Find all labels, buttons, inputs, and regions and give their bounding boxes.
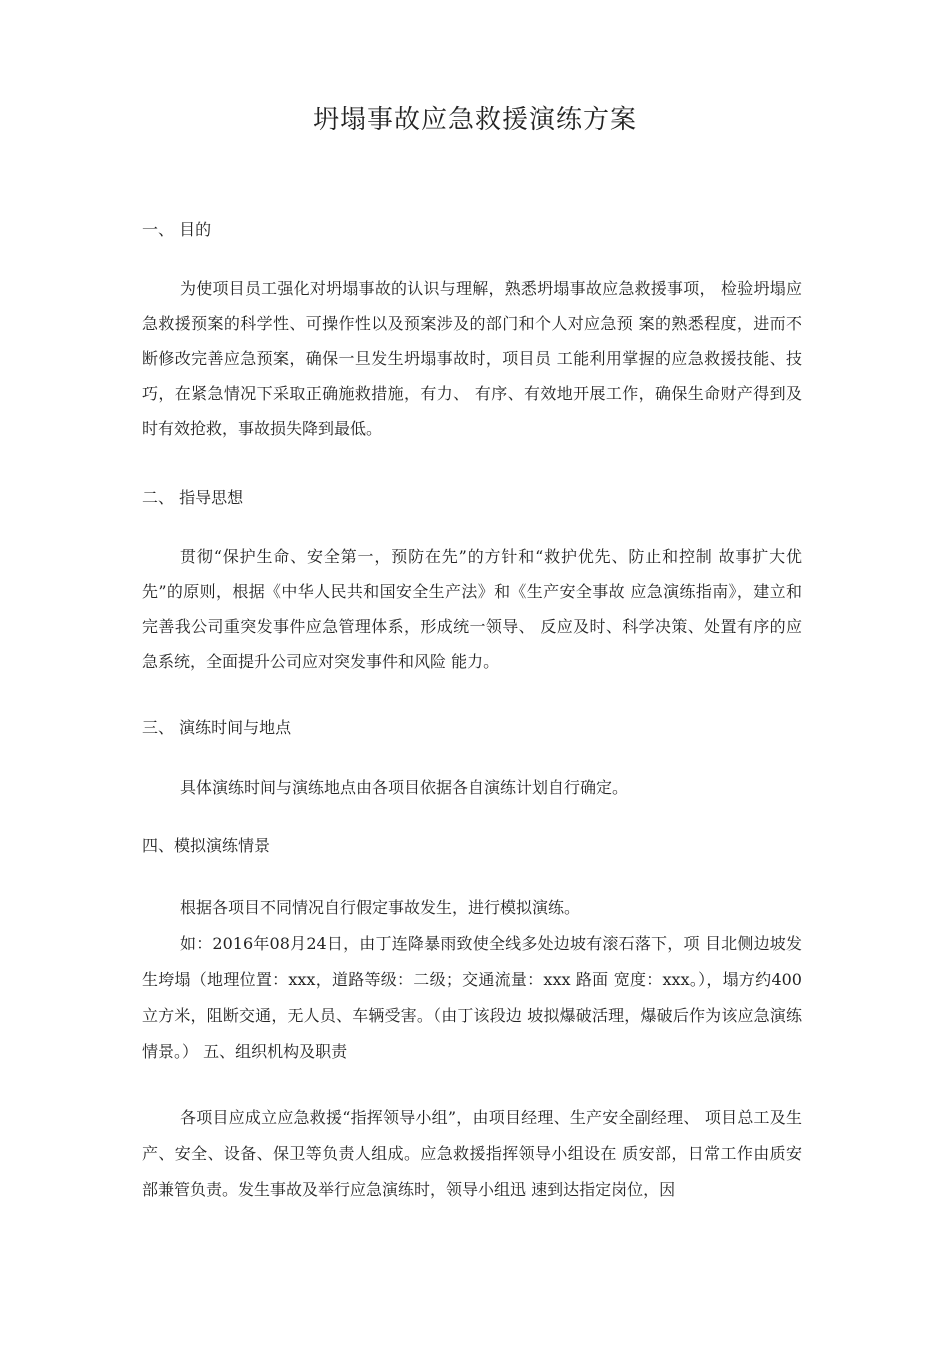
paragraph-purpose: 为使项目员工强化对坍塌事故的认识与理解，熟悉坍塌事故应急救援事项， 检验坍塌应急救援预案的科学性、可操作性以及预案涉及的部门和个人对应急预 案的熟悉程度，进而不断修改完善应急预案，确保一旦发生坍塌事故时，项目员 工能利用掌握的应急救援技能、技巧，在紧急情况下采取正确施救措施，有力、 有序、有效地开展工作，确保生命财产得到及时有效抢救，事故损失降到最低。 [142,279,802,438]
section-heading-purpose: 一、 目的 [142,220,212,239]
paragraph-scenario-intro: 根据各项目不同情况自行假定事故发生，进行模拟演练。 [180,898,581,917]
document-title: 坍塌事故应急救援演练方案 [312,105,637,135]
section-heading-guiding-idea: 二、 指导思想 [142,488,244,507]
paragraph-organization: 各项目应成立应急救援“指挥领导小组”，由项目经理、生产安全副经理、 项目总工及生产、安全、设备、保卫等负责人组成。应急救援指挥领导小组设在 质安部，日常工作由质安部兼管负责。发生事故及举行应急演练时，领导小组迅 速到达指定岗位，因 [142,1108,802,1199]
paragraph-time-place: 具体演练时间与演练地点由各项目依据各自演练计划自行确定。 [180,778,629,797]
section-heading-time-place: 三、 演练时间与地点 [142,718,292,737]
paragraph-scenario-example: 如：2016年08月24日，由丁连降暴雨致使全线多处边坡有滚石落下，项 目北侧边坡发生垮塌（地理位置：xxx，道路等级：二级；交通流量：xxx 路面 宽度：xxx。），塌方约400立方米，阻断交通，无人员、车辆受害。（由丁该段边 坡拟爆破活理，爆破后作为该应急演练情景。） 五、组织机构及职责 [142,934,802,1061]
paragraph-guiding-idea: 贯彻“保护生命、安全第一，预防在先”的方针和“救护优先、防止和控制 故事扩大优先”的原则，根据《中华人民共和国安全生产法》和《生产安全事故 应急演练指南》，建立和完善我公司重突发事件应急管理体系，形成统一领导、 反应及时、科学决策、处置有序的应急系统，全面提升公司应对突发事件和风险 能力。 [142,547,802,671]
section-heading-scenario: 四、模拟演练情景 [142,836,271,855]
